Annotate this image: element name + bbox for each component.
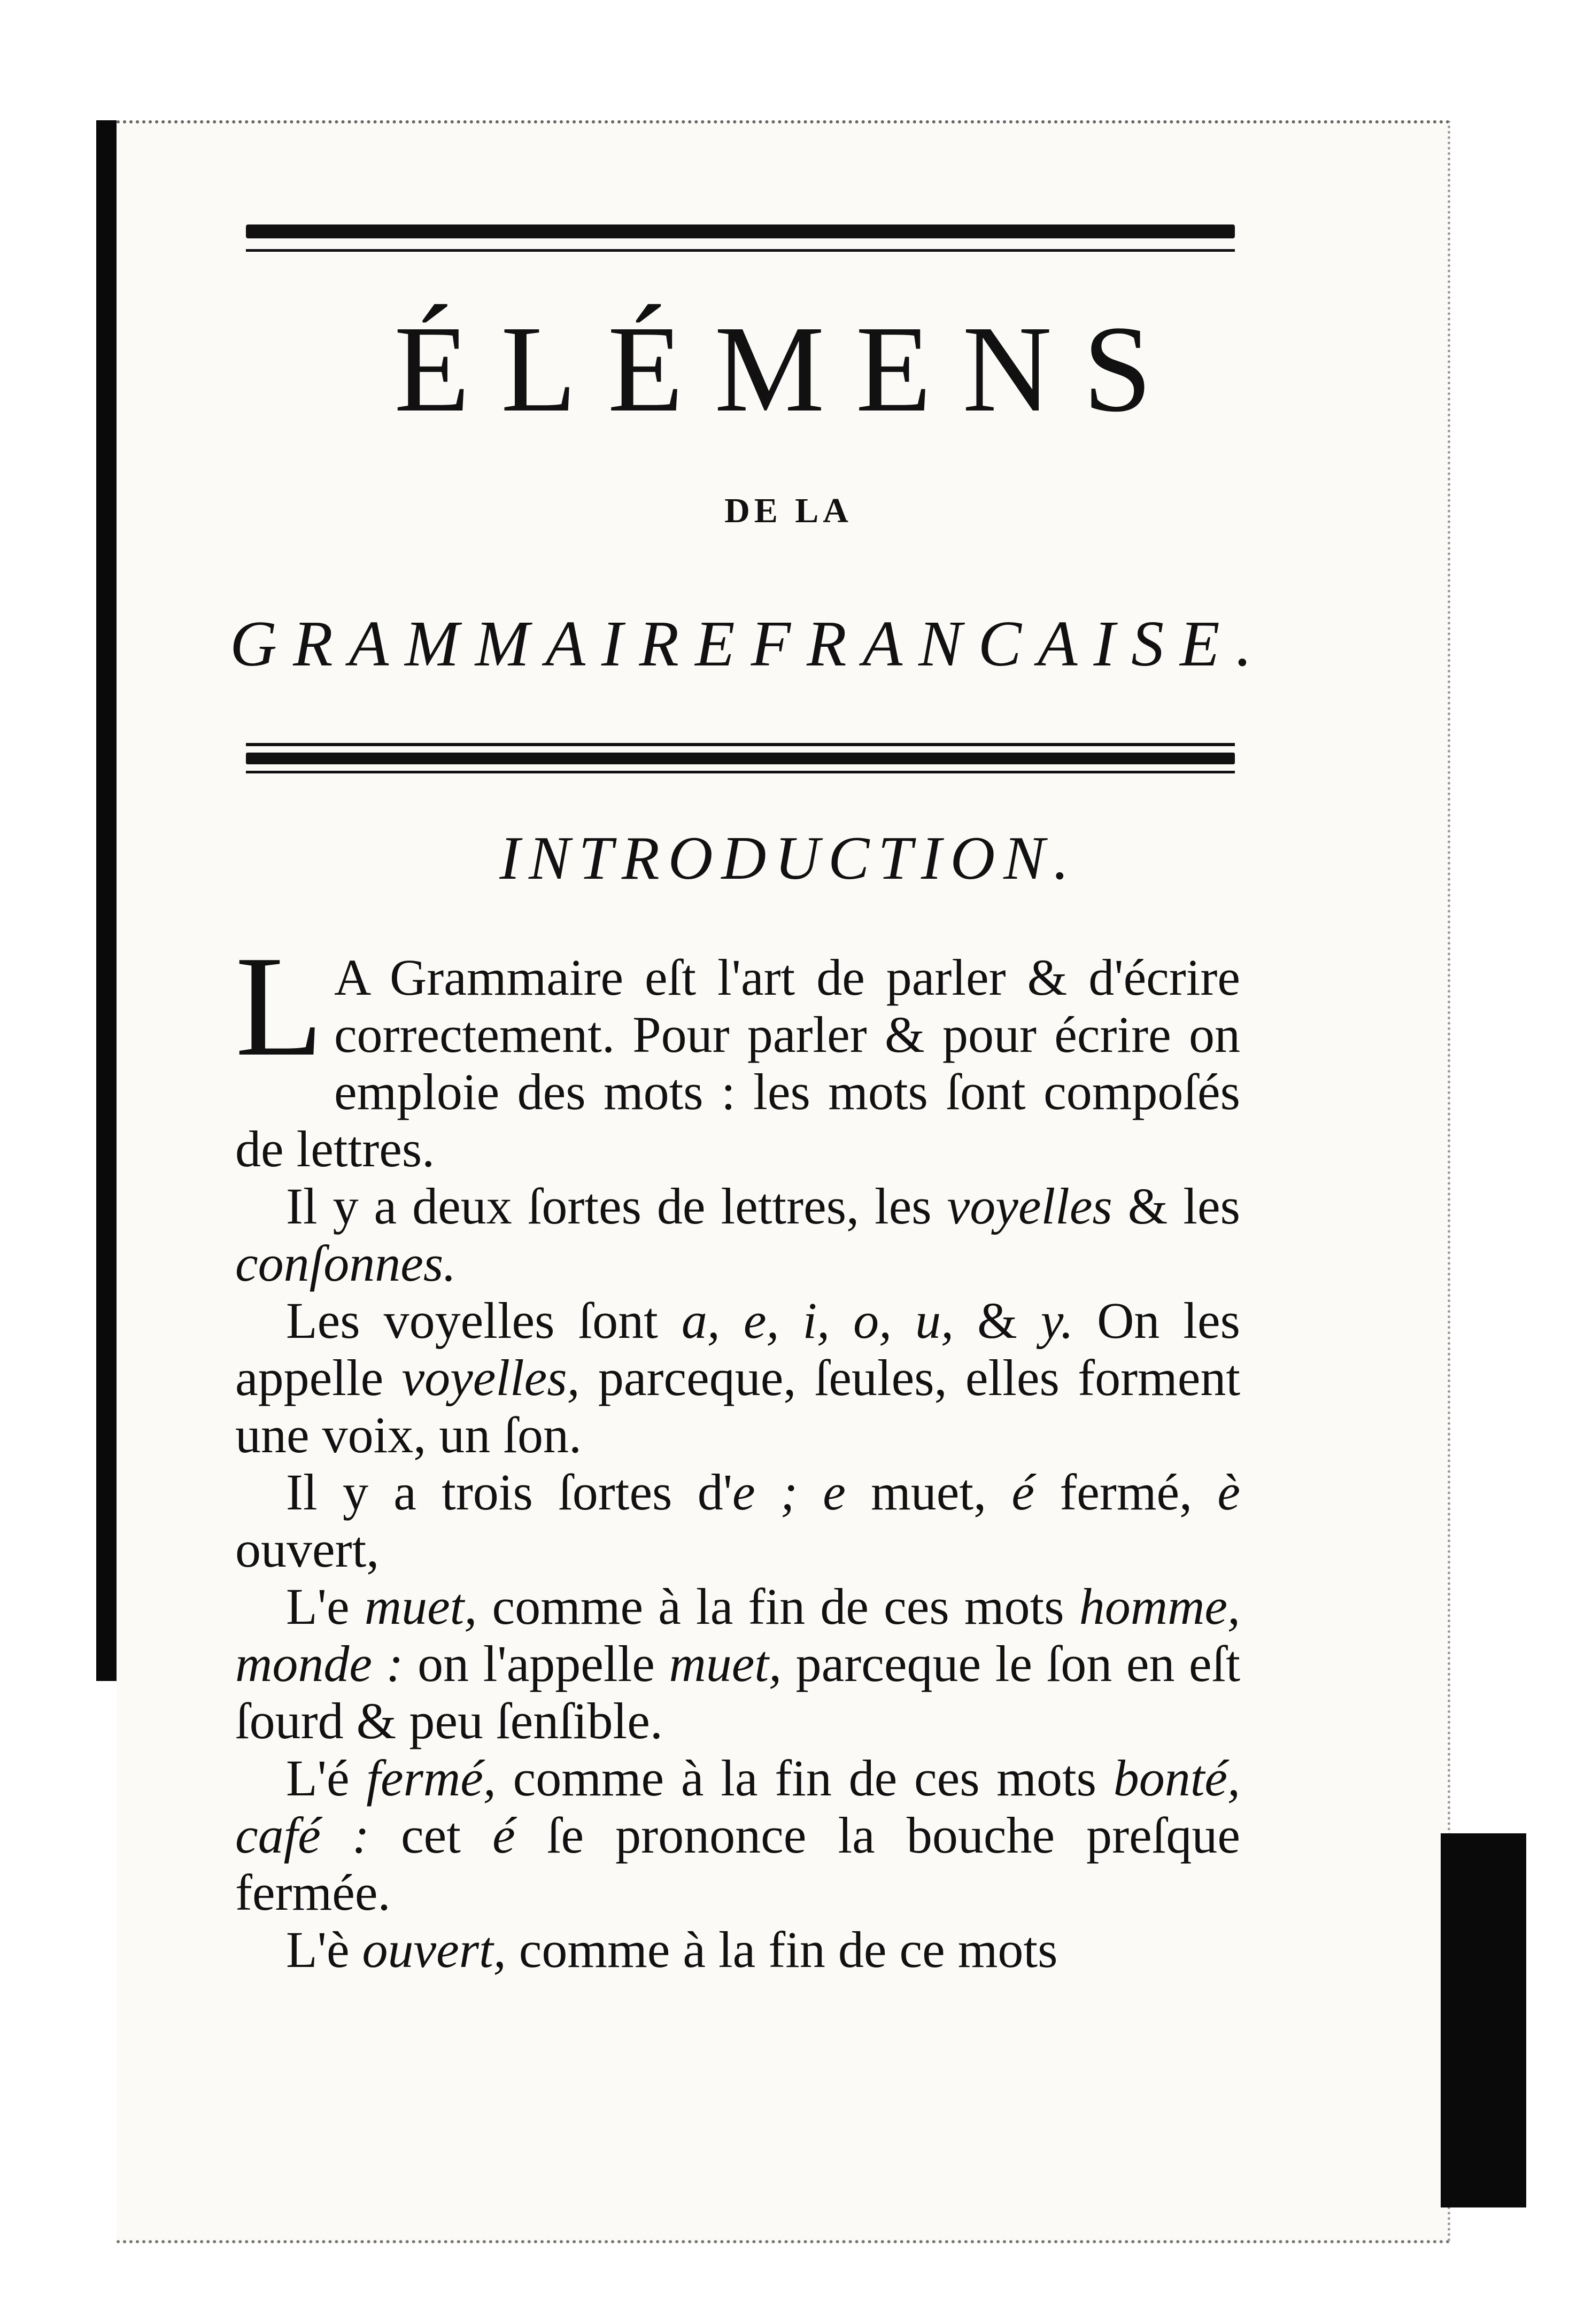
text-run: parceque le ſon en eſt ſourd & peu ſenſible.	[235, 1635, 1241, 1749]
title-connector: DE LA	[724, 491, 853, 530]
italic-term: homme, monde :	[235, 1578, 1241, 1692]
drop-cap: L	[235, 926, 323, 1086]
paragraph-4	[235, 1463, 1240, 1578]
body-text	[235, 926, 1241, 1978]
italic-term: y.	[1040, 1292, 1074, 1349]
text-run: L'e	[286, 1578, 365, 1635]
text-run: parceque, ſeules, elles forment une voix, un ſon.	[235, 1349, 1241, 1463]
italic-term: é	[492, 1807, 515, 1864]
italic-term: ouvert,	[362, 1921, 506, 1978]
page-subtitle	[230, 607, 1269, 681]
italic-term: e ; e	[732, 1463, 846, 1521]
paragraph-1-text: A Grammaire eſt l'art de parler & d'écrire correctement. Pour parler & pour écrire on emploie des mots : les mots ſont compoſés de lettres.	[235, 949, 1240, 1178]
text-run: L'é	[286, 1749, 367, 1807]
italic-term: muet,	[669, 1635, 782, 1692]
text-run: Il y a deux ſortes de lettres, les	[286, 1178, 947, 1235]
top-rule-thin	[246, 249, 1235, 252]
paragraph-3	[235, 1292, 1240, 1463]
middle-rule-thin-bottom	[246, 771, 1235, 773]
section-heading: INTRODUCTION.	[499, 824, 1078, 893]
subtitle-word-1: GRAMMAIRE	[230, 608, 751, 680]
text-run: fermé,	[1034, 1463, 1218, 1521]
text-run: Les voyelles ſont	[286, 1292, 682, 1349]
italic-term: è	[1217, 1463, 1241, 1521]
text-run: comme à la fin de ce mots	[506, 1921, 1058, 1978]
middle-rule-thick	[246, 753, 1235, 764]
text-run: comme à la fin de ces mots	[477, 1578, 1079, 1635]
text-run: muet,	[845, 1463, 1012, 1521]
binding-tab	[1441, 1833, 1526, 2207]
paragraph-2	[235, 1178, 1240, 1292]
text-run: cet	[369, 1807, 493, 1864]
paragraph-1	[235, 926, 1240, 1178]
text-run: On les appelle	[235, 1292, 1241, 1406]
paragraph-5	[235, 1578, 1240, 1749]
text-run: on l'appelle	[403, 1635, 669, 1692]
italic-term: fermé,	[366, 1749, 496, 1807]
text-run: ouvert,	[235, 1521, 380, 1578]
text-run: & les	[1112, 1178, 1241, 1235]
page-title: ÉLÉMENS	[394, 300, 1183, 438]
subtitle-word-2: FRANCAISE.	[751, 608, 1269, 680]
text-run: &	[954, 1292, 1041, 1349]
italic-term: voyelles,	[401, 1349, 580, 1406]
italic-term: muet,	[364, 1578, 477, 1635]
text-run: comme à la fin de ces mots	[496, 1749, 1114, 1807]
text-run: L'è	[286, 1921, 362, 1978]
italic-term: a, e, i, o, u,	[681, 1292, 954, 1349]
italic-term: conſonnes.	[235, 1235, 457, 1292]
italic-term: bonté, café :	[235, 1749, 1240, 1864]
middle-rule-thin-top	[246, 743, 1235, 746]
text-run: Il y a trois ſortes d'	[286, 1463, 733, 1521]
italic-term: voyelles	[947, 1178, 1112, 1235]
text-run: ſe prononce la bouche preſque fermée.	[235, 1807, 1241, 1921]
paragraph-7	[235, 1921, 1240, 1978]
top-rule-thick	[246, 224, 1235, 238]
paragraph-6	[235, 1749, 1240, 1921]
italic-term: é	[1011, 1463, 1034, 1521]
